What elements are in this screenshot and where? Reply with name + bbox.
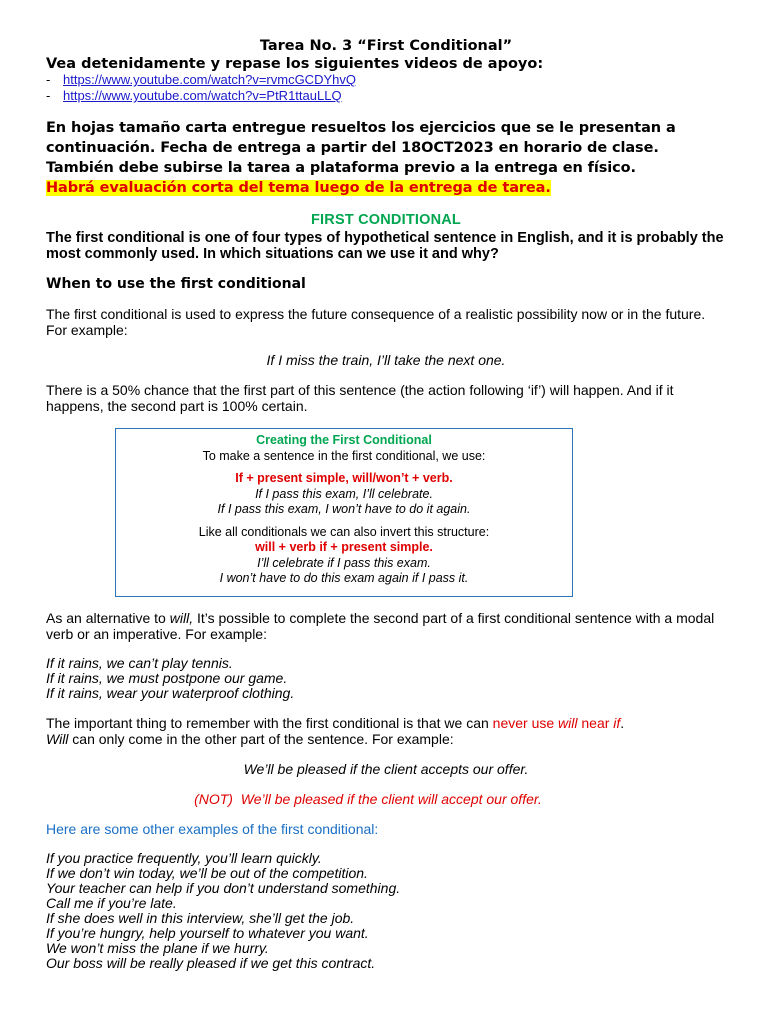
list-item: Your teacher can help if you don’t understand something. bbox=[46, 879, 401, 896]
alternative-examples bbox=[46, 656, 726, 701]
assignment-title: Tarea No. 3 “First Conditional” bbox=[259, 38, 513, 54]
list-item: Call me if you’re late. bbox=[46, 894, 177, 911]
more-examples-heading: Here are some other examples of the first conditional: bbox=[46, 820, 379, 837]
box-example-2: If I pass this exam, I won’t have to do it again. bbox=[217, 502, 471, 516]
paragraph-1: The first conditional is used to express the future consequence of a realistic possibility now or in the future. For example: bbox=[46, 306, 706, 338]
list-item: If it rains, we must postpone our game. bbox=[46, 669, 288, 686]
video-link-item: - https://www.youtube.com/watch?v=rvmcGCDYhvQ bbox=[46, 72, 356, 87]
box-line-2: Like all conditionals we can also invert this structure: bbox=[198, 524, 490, 539]
important-paragraph: The important thing to remember with the first conditional is that we can never use will near if. Will can only come in the other part of the sentence. For example: bbox=[46, 714, 625, 747]
box-example-1: If I pass this exam, I’ll celebrate. bbox=[255, 486, 433, 501]
list-item: We won’t miss the plane if we hurry. bbox=[46, 939, 269, 956]
list-item: If it rains, we can’t play tennis. bbox=[46, 654, 233, 671]
instructions-text: En hojas tamaño carta entregue resueltos los ejercicios que se le presentan a continuación. Fecha de entrega a partir del 18OCT2023 en horario de clase. También debe subirse la tarea a plataforma previo a la entrega en físico. bbox=[46, 120, 676, 176]
box-example-4: I won’t have to do this exam again if I pass it. bbox=[219, 571, 469, 585]
alternative-paragraph: As an alternative to will, It’s possible to complete the second part of a first conditional sentence with a modal verb or an imperative. For example: bbox=[46, 609, 715, 642]
list-item: If she does well in this interview, she’ll get the job. bbox=[46, 909, 355, 926]
section-title: FIRST CONDITIONAL bbox=[310, 212, 461, 228]
list-item: If it rains, wear your waterproof clothing. bbox=[46, 684, 295, 701]
instructions bbox=[46, 118, 726, 198]
when-heading: When to use the first conditional bbox=[46, 276, 306, 292]
section-intro: The first conditional is one of four types of hypothetical sentence in English, and it is probably the most commonly used. In which situations can we use it and why? bbox=[46, 230, 724, 262]
list-item: If we don’t win today, we’ll be out of the competition. bbox=[46, 864, 368, 881]
list-item: If you practice frequently, you’ll learn quickly. bbox=[46, 849, 322, 866]
box-title: Creating the First Conditional bbox=[256, 433, 432, 447]
list-item: If you’re hungry, help yourself to whatever you want. bbox=[46, 924, 369, 941]
evaluation-notice: Habrá evaluación corta del tema luego de la entrega de tarea. bbox=[46, 180, 551, 196]
incorrect-example: (NOT) We’ll be pleased if the client will accept our offer. bbox=[194, 790, 542, 807]
correct-example: We’ll be pleased if the client accepts our offer. bbox=[243, 760, 529, 777]
example-sentence-1: If I miss the train, I’ll take the next one. bbox=[266, 352, 506, 368]
video-link-1[interactable]: https://www.youtube.com/watch?v=rvmcGCDYhvQ bbox=[63, 72, 356, 87]
document-page bbox=[46, 38, 726, 971]
paragraph-2: There is a 50% chance that the first part of this sentence (the action following ‘if’) will happen. And if it happens, the second part is 100% certain. bbox=[46, 382, 674, 414]
videos-subtitle: Vea detenidamente y repase los siguientes videos de apoyo: bbox=[46, 56, 544, 72]
box-formula-1: If + present simple, will/won’t + verb. bbox=[235, 471, 453, 485]
video-link-2[interactable]: https://www.youtube.com/watch?v=PtR1ttauLLQ bbox=[63, 88, 342, 103]
creating-first-conditional-box bbox=[115, 428, 573, 597]
more-examples-list bbox=[46, 851, 726, 971]
box-formula-2: will + verb if + present simple. bbox=[255, 540, 433, 554]
box-line-1: To make a sentence in the first conditional, we use: bbox=[202, 448, 486, 463]
list-item: Our boss will be really pleased if we get this contract. bbox=[46, 954, 376, 971]
box-example-3: I’ll celebrate if I pass this exam. bbox=[257, 555, 431, 570]
video-link-item: - https://www.youtube.com/watch?v=PtR1ttauLLQ bbox=[46, 88, 342, 103]
video-links bbox=[46, 72, 726, 104]
